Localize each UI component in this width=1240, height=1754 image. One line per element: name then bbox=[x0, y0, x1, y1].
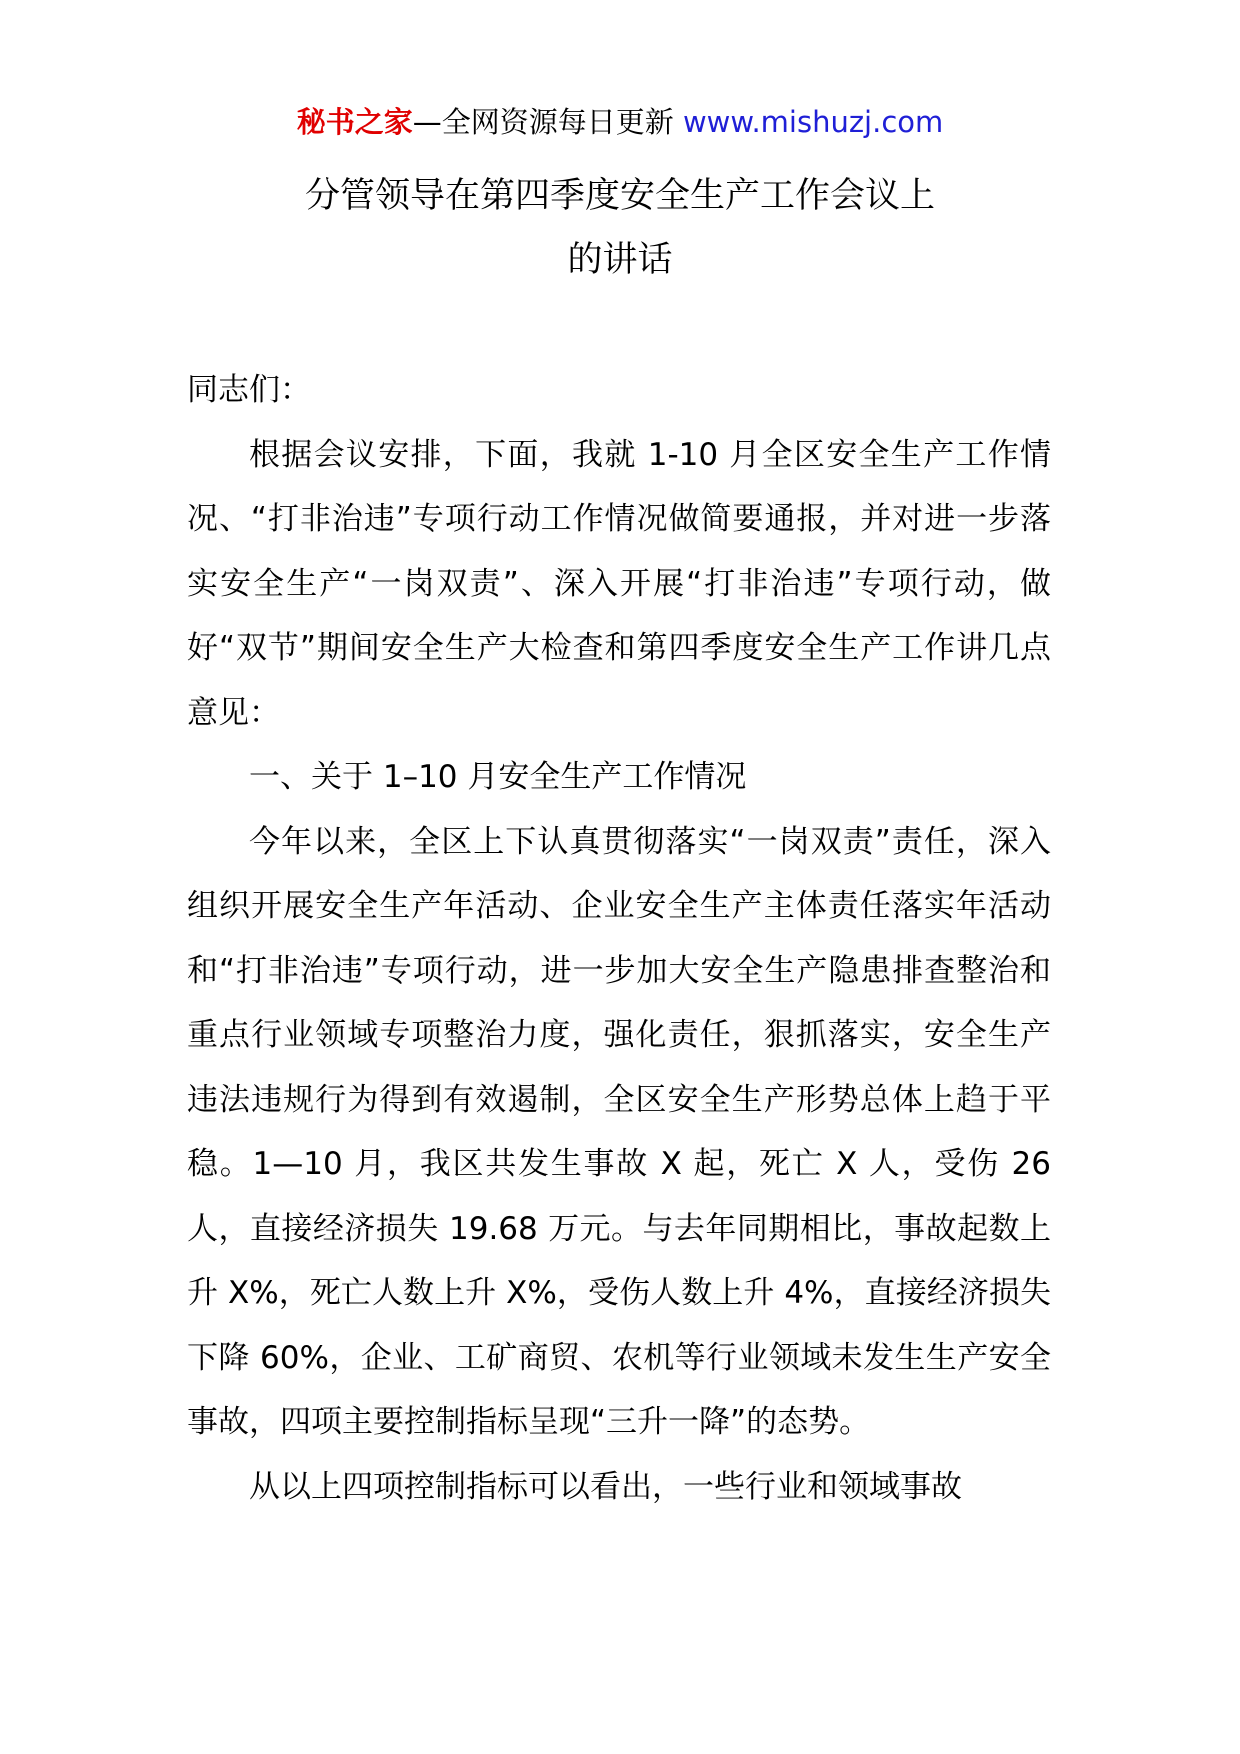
paragraph-intro: 根据会议安排，下面，我就 1-10 月全区安全生产工作情况、“打非治违”专项行动工作情况做简要通报，并对进一步落实安全生产“一岗双责”、深入开展“打非治违”专项行动，做好“双节”期间安全生产大检查和第四季度安全生产工作讲几点意见： bbox=[187, 436, 1051, 731]
document-title bbox=[0, 164, 1240, 292]
title-line-2: 的讲话 bbox=[567, 240, 673, 280]
site-header bbox=[0, 100, 1240, 144]
header-tagline: —全网资源每日更新 bbox=[412, 105, 683, 139]
section-heading-1: 一、关于 1–10 月安全生产工作情况 bbox=[249, 759, 747, 795]
paragraph-analysis: 从以上四项控制指标可以看出，一些行业和领域事故 bbox=[249, 1468, 962, 1505]
title-line-1: 分管领导在第四季度安全生产工作会议上 bbox=[304, 176, 935, 216]
salutation: 同志们： bbox=[187, 372, 311, 408]
document-body bbox=[187, 358, 1051, 1519]
paragraph-situation: 今年以来，全区上下认真贯彻落实“一岗双责”责任，深入组织开展安全生产年活动、企业安全生产主体责任落实年活动和“打非治违”专项行动，进一步加大安全生产隐患排查整治和重点行业领域专项整治力度，强化责任，狠抓落实，安全生产违法违规行为得到有效遏制，全区安全生产形势总体上趋于平稳。1—10 月，我区共发生事故 X 起，死亡 X 人，受伤 26 人，直接经济损失 19.68 万元。与去年同期相比，事故起数上升 X%，死亡人数上升 X%，受伤人数上升 4%，直接经济损失下降 60%，企业、工矿商贸、农机等行业领域未发生生产安全事故，四项主要控制指标呈现“三升一降”的态势。 bbox=[187, 823, 1051, 1440]
brand-name: 秘书之家 bbox=[296, 105, 413, 139]
site-url[interactable]: www.mishuzj.com bbox=[682, 105, 944, 139]
